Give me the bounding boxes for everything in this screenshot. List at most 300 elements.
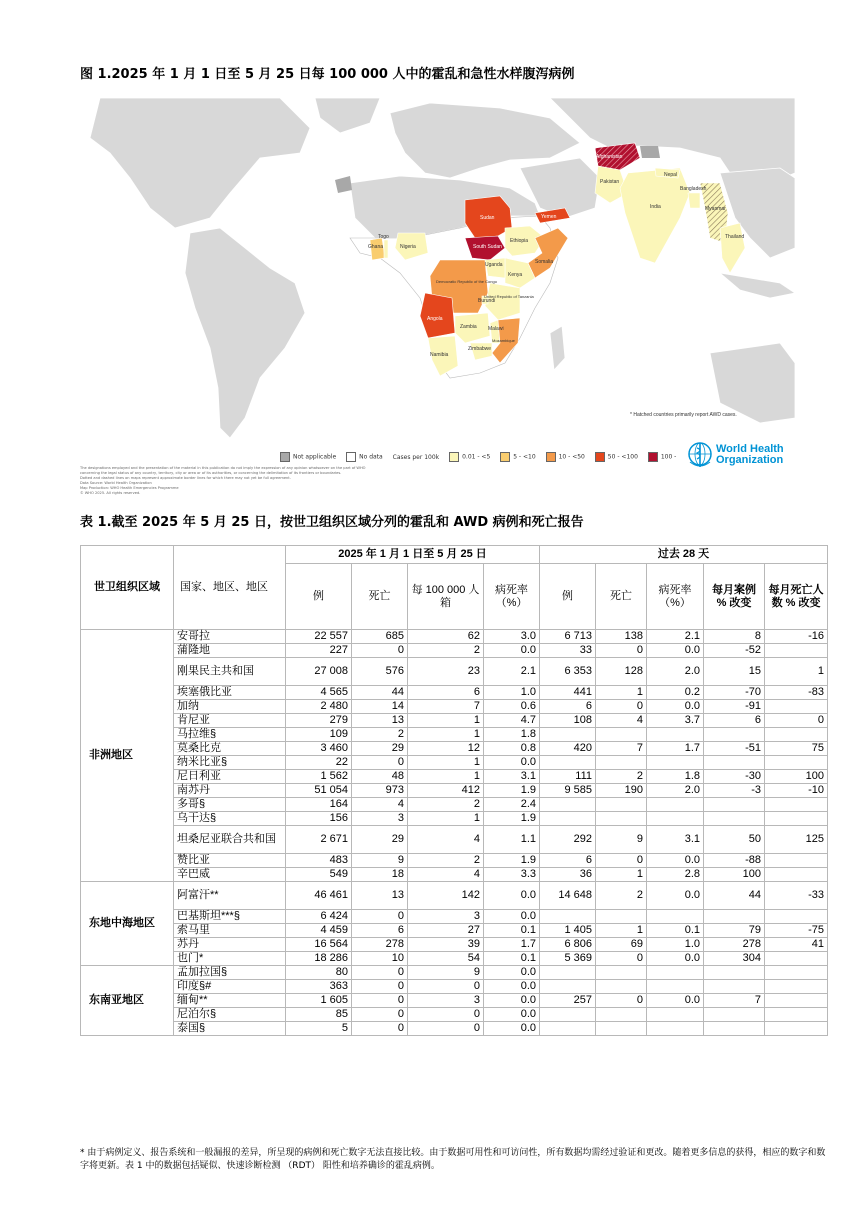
cell-cfr28: 3.1 xyxy=(647,826,704,854)
cell-cfr28: 1.8 xyxy=(647,770,704,784)
map-thailand xyxy=(720,223,745,273)
cell-deaths28: 1 xyxy=(596,686,647,700)
cell-deaths: 0 xyxy=(352,966,408,980)
cell-case-change: 7 xyxy=(704,994,765,1008)
cell-death-change: 75 xyxy=(765,742,828,756)
country-cell: 巴基斯坦***§ xyxy=(174,910,286,924)
cell-per100k: 2 xyxy=(408,854,484,868)
cell-per100k: 3 xyxy=(408,994,484,1008)
cell-cfr28: 2.1 xyxy=(647,630,704,644)
country-cell: 纳米比亚§ xyxy=(174,756,286,770)
table-row xyxy=(81,630,828,644)
country-cell: 埃塞俄比亚 xyxy=(174,686,286,700)
cell-case-change: -51 xyxy=(704,742,765,756)
cell-cfr: 2.4 xyxy=(484,798,540,812)
cell-cfr28: 0.0 xyxy=(647,644,704,658)
cell-cfr28: 3.7 xyxy=(647,714,704,728)
table-title: 表 1.截至 2025 年 5 月 25 日，按世卫组织区域分列的霍乱和 AWD 病例和死亡报告 xyxy=(80,515,584,530)
not-applicable-area xyxy=(335,176,352,193)
cell-case-change: -30 xyxy=(704,770,765,784)
map-label-togo: Togo xyxy=(378,234,389,240)
cell-per100k: 39 xyxy=(408,938,484,952)
cell-deaths28 xyxy=(596,1008,647,1022)
cell-cases: 164 xyxy=(286,798,352,812)
cell-case-change xyxy=(704,798,765,812)
cell-cfr: 2.1 xyxy=(484,658,540,686)
cell-deaths28: 0 xyxy=(596,644,647,658)
cell-cases28: 9 585 xyxy=(540,784,596,798)
cell-per100k: 1 xyxy=(408,728,484,742)
map-label-malawi: Malawi xyxy=(488,326,504,332)
cell-cfr: 1.0 xyxy=(484,686,540,700)
country-cell: 印度§# xyxy=(174,980,286,994)
cell-deaths28: 1 xyxy=(596,868,647,882)
cell-deaths28: 1 xyxy=(596,924,647,938)
cell-deaths: 685 xyxy=(352,630,408,644)
cell-deaths28: 69 xyxy=(596,938,647,952)
table-row xyxy=(81,798,828,812)
cell-cfr28 xyxy=(647,812,704,826)
cell-cases28 xyxy=(540,798,596,812)
cell-cases28 xyxy=(540,910,596,924)
cell-cfr: 0.0 xyxy=(484,910,540,924)
cell-cfr: 0.1 xyxy=(484,924,540,938)
legend-swatch xyxy=(500,452,510,462)
cell-deaths28 xyxy=(596,910,647,924)
cell-death-change xyxy=(765,812,828,826)
table-row xyxy=(81,868,828,882)
header-monthly-case-change: 每月案例 % 改变 xyxy=(704,564,765,630)
header-period2: 过去 28 天 xyxy=(540,546,828,564)
country-cell: 赞比亚 xyxy=(174,854,286,868)
table-footnote: * 由于病例定义、报告系统和一般漏报的差异，所呈现的病例和死亡数字无法直接比较。由于数据可用性和可访问性，所有数据均需经过验证和更改。随着更多信息的获得，相应的数字和数字将更新。表 1 中的数据包括疑似、快速诊断检测 （RDT） 阳性和培养确诊的霍乱病例。 xyxy=(80,1148,826,1171)
cell-deaths: 576 xyxy=(352,658,408,686)
map-label-pakistan: Pakistan xyxy=(600,179,620,185)
cell-per100k: 1 xyxy=(408,812,484,826)
map-label-kenya: Kenya xyxy=(508,272,523,278)
cell-deaths: 0 xyxy=(352,994,408,1008)
cell-cfr28: 0.0 xyxy=(647,994,704,1008)
header-region: 世卫组织区域 xyxy=(81,546,174,630)
table-row xyxy=(81,770,828,784)
cell-death-change: 125 xyxy=(765,826,828,854)
cell-cfr: 0.0 xyxy=(484,1022,540,1036)
map-label-bangladesh: Bangladesh xyxy=(680,186,707,192)
landmass-north-america xyxy=(90,98,310,228)
cell-deaths28 xyxy=(596,1022,647,1036)
cell-cases28: 108 xyxy=(540,714,596,728)
country-cell: 多哥§ xyxy=(174,798,286,812)
cholera-table xyxy=(80,545,828,1036)
country-cell: 缅甸** xyxy=(174,994,286,1008)
map-india xyxy=(620,168,690,263)
cell-cfr28: 1.0 xyxy=(647,938,704,952)
cell-cfr28: 1.7 xyxy=(647,742,704,756)
cell-cfr: 0.0 xyxy=(484,756,540,770)
table-row xyxy=(81,784,828,798)
cell-deaths28 xyxy=(596,966,647,980)
cell-per100k: 0 xyxy=(408,980,484,994)
cell-cases: 156 xyxy=(286,812,352,826)
cell-deaths: 44 xyxy=(352,686,408,700)
table-row xyxy=(81,952,828,966)
cell-deaths28 xyxy=(596,812,647,826)
cell-deaths28 xyxy=(596,756,647,770)
map-label-sudan: Sudan xyxy=(480,215,495,221)
table-row xyxy=(81,812,828,826)
cell-deaths: 18 xyxy=(352,868,408,882)
cell-cases28: 257 xyxy=(540,994,596,1008)
cell-deaths28: 0 xyxy=(596,700,647,714)
table-row xyxy=(81,756,828,770)
landmass-greenland xyxy=(315,98,380,133)
table-row xyxy=(81,644,828,658)
who-logo-text xyxy=(716,444,784,466)
cell-deaths: 278 xyxy=(352,938,408,952)
cell-case-change: 100 xyxy=(704,868,765,882)
country-cell: 孟加拉国§ xyxy=(174,966,286,980)
cell-cases: 549 xyxy=(286,868,352,882)
cell-death-change xyxy=(765,966,828,980)
cell-per100k: 23 xyxy=(408,658,484,686)
country-cell: 尼日利亚 xyxy=(174,770,286,784)
map-label-india: India xyxy=(650,204,661,210)
table-row xyxy=(81,826,828,854)
cell-deaths28: 0 xyxy=(596,854,647,868)
cell-death-change: 100 xyxy=(765,770,828,784)
cell-per100k: 0 xyxy=(408,1022,484,1036)
cell-death-change xyxy=(765,910,828,924)
map-label-afghanistan: Afghanistan xyxy=(596,154,623,160)
cell-cases: 2 480 xyxy=(286,700,352,714)
table-row xyxy=(81,994,828,1008)
table-row xyxy=(81,938,828,952)
cell-per100k: 3 xyxy=(408,910,484,924)
cell-deaths: 0 xyxy=(352,1008,408,1022)
cell-cfr: 3.1 xyxy=(484,770,540,784)
country-cell: 苏丹 xyxy=(174,938,286,952)
map-togo xyxy=(384,240,388,258)
country-cell: 尼泊尔§ xyxy=(174,1008,286,1022)
who-logo-line1: World Health xyxy=(716,443,784,455)
cell-death-change xyxy=(765,1022,828,1036)
map-label-tanzania: United Republic of Tanzania xyxy=(484,294,534,299)
cell-case-change xyxy=(704,812,765,826)
table-row xyxy=(81,658,828,686)
cell-cfr28 xyxy=(647,1022,704,1036)
cell-cases: 227 xyxy=(286,644,352,658)
header-cases: 例 xyxy=(286,564,352,630)
map-label-nepal: Nepal xyxy=(664,172,678,178)
cell-per100k: 0 xyxy=(408,1008,484,1022)
legend-swatch xyxy=(346,452,356,462)
country-cell: 乌干达§ xyxy=(174,812,286,826)
legend-swatch xyxy=(280,452,290,462)
map-label-namibia: Namibia xyxy=(430,352,449,358)
map-label-uganda: Uganda xyxy=(485,262,503,268)
header-cases-28d: 例 xyxy=(540,564,596,630)
cell-death-change xyxy=(765,1008,828,1022)
cell-cases: 85 xyxy=(286,1008,352,1022)
country-cell: 莫桑比克 xyxy=(174,742,286,756)
cell-case-change: 50 xyxy=(704,826,765,854)
country-cell: 也门* xyxy=(174,952,286,966)
cell-case-change: -3 xyxy=(704,784,765,798)
country-cell: 马拉维§ xyxy=(174,728,286,742)
cell-deaths: 13 xyxy=(352,882,408,910)
cell-deaths: 0 xyxy=(352,644,408,658)
country-cell: 泰国§ xyxy=(174,1022,286,1036)
country-cell: 加纳 xyxy=(174,700,286,714)
cell-cfr28: 0.0 xyxy=(647,700,704,714)
landmass-indonesia xyxy=(720,273,795,298)
cell-case-change: 44 xyxy=(704,882,765,910)
cell-cases28: 420 xyxy=(540,742,596,756)
legend-bin: 10 - <50 xyxy=(546,452,585,462)
cell-per100k: 2 xyxy=(408,798,484,812)
cell-cases28 xyxy=(540,756,596,770)
cell-cases28: 6 xyxy=(540,854,596,868)
cell-per100k: 4 xyxy=(408,826,484,854)
legend-bin: 50 - <100 xyxy=(595,452,638,462)
landmass-madagascar xyxy=(550,326,565,370)
country-cell: 肯尼亚 xyxy=(174,714,286,728)
cell-cases: 3 460 xyxy=(286,742,352,756)
legend-bin: 0.01 - <5 xyxy=(449,452,490,462)
cell-cfr28: 0.1 xyxy=(647,924,704,938)
cell-case-change: 8 xyxy=(704,630,765,644)
cell-deaths: 10 xyxy=(352,952,408,966)
cell-cases28 xyxy=(540,1022,596,1036)
cell-cases28: 292 xyxy=(540,826,596,854)
cell-cases: 4 459 xyxy=(286,924,352,938)
cell-case-change: 79 xyxy=(704,924,765,938)
legend-bin: 100 - xyxy=(648,452,677,462)
cell-cases: 6 424 xyxy=(286,910,352,924)
cell-cfr28 xyxy=(647,1008,704,1022)
cell-per100k: 1 xyxy=(408,714,484,728)
map-label-south-sudan: South Sudan xyxy=(473,244,502,250)
cell-per100k: 12 xyxy=(408,742,484,756)
cell-case-change: 6 xyxy=(704,714,765,728)
cell-deaths: 0 xyxy=(352,980,408,994)
cell-cfr28: 0.0 xyxy=(647,952,704,966)
cell-deaths: 0 xyxy=(352,1022,408,1036)
cell-cfr28: 2.8 xyxy=(647,868,704,882)
cell-death-change: -33 xyxy=(765,882,828,910)
table-row xyxy=(81,1008,828,1022)
cell-cases: 483 xyxy=(286,854,352,868)
legend-swatch xyxy=(449,452,459,462)
cell-deaths28: 2 xyxy=(596,882,647,910)
map-label-zambia: Zambia xyxy=(460,324,477,330)
cell-case-change: 278 xyxy=(704,938,765,952)
header-cfr: 病死率（%） xyxy=(484,564,540,630)
map-label-thailand: Thailand xyxy=(725,234,745,240)
cell-cfr: 3.0 xyxy=(484,630,540,644)
cell-death-change xyxy=(765,868,828,882)
cell-cfr28 xyxy=(647,966,704,980)
cell-deaths: 2 xyxy=(352,728,408,742)
cell-cases28: 33 xyxy=(540,644,596,658)
map-label-yemen: Yemen xyxy=(541,214,557,220)
cell-cfr28: 0.0 xyxy=(647,854,704,868)
cell-cases: 109 xyxy=(286,728,352,742)
cell-per100k: 9 xyxy=(408,966,484,980)
cell-deaths: 4 xyxy=(352,798,408,812)
map-label-ethiopia: Ethiopia xyxy=(510,238,529,244)
cell-cfr: 0.0 xyxy=(484,966,540,980)
who-logo-line2: Organization xyxy=(716,454,784,466)
cell-cases28 xyxy=(540,966,596,980)
cell-cfr28: 0.2 xyxy=(647,686,704,700)
cell-cases: 51 054 xyxy=(286,784,352,798)
cell-per100k: 1 xyxy=(408,756,484,770)
cell-cases: 22 xyxy=(286,756,352,770)
who-logo xyxy=(686,440,801,472)
cell-cases28: 5 369 xyxy=(540,952,596,966)
cell-deaths: 0 xyxy=(352,756,408,770)
cell-cfr: 0.8 xyxy=(484,742,540,756)
map-label-burundi: Burundi xyxy=(478,298,496,304)
cell-cases28: 6 353 xyxy=(540,658,596,686)
cell-death-change: 0 xyxy=(765,714,828,728)
cell-cases: 279 xyxy=(286,714,352,728)
cell-cfr: 0.0 xyxy=(484,882,540,910)
map-label-ghana: Ghana xyxy=(368,244,384,250)
cell-case-change: -88 xyxy=(704,854,765,868)
cell-cfr28 xyxy=(647,980,704,994)
cell-per100k: 62 xyxy=(408,630,484,644)
header-deaths: 死亡 xyxy=(352,564,408,630)
cell-cases: 80 xyxy=(286,966,352,980)
legend-swatch xyxy=(595,452,605,462)
cell-cases28: 6 713 xyxy=(540,630,596,644)
map-uganda xyxy=(485,258,505,278)
cell-deaths: 29 xyxy=(352,826,408,854)
cell-cases: 1 605 xyxy=(286,994,352,1008)
cell-per100k: 142 xyxy=(408,882,484,910)
cell-case-change: 304 xyxy=(704,952,765,966)
cell-deaths: 13 xyxy=(352,714,408,728)
cell-cfr: 0.0 xyxy=(484,994,540,1008)
cell-case-change xyxy=(704,1022,765,1036)
cell-cfr28 xyxy=(647,910,704,924)
disclaimer-line: Map Production: WHO Health Emergencies Programme xyxy=(80,486,179,490)
cell-cases: 27 008 xyxy=(286,658,352,686)
cell-deaths: 9 xyxy=(352,854,408,868)
cell-death-change xyxy=(765,728,828,742)
cell-cfr28: 2.0 xyxy=(647,784,704,798)
legend-bin: 5 - <10 xyxy=(500,452,535,462)
landmass-australia xyxy=(710,343,795,423)
map-label-myanmar: Myanmar xyxy=(705,206,726,212)
map-legend xyxy=(280,452,684,462)
cell-case-change xyxy=(704,910,765,924)
cell-cases28: 1 405 xyxy=(540,924,596,938)
header-period1: 2025 年 1 月 1 日至 5 月 25 日 xyxy=(286,546,540,564)
map-label-drc: Democratic Republic of the Congo xyxy=(436,279,497,284)
cell-per100k: 412 xyxy=(408,784,484,798)
table-row xyxy=(81,714,828,728)
cell-deaths28: 2 xyxy=(596,770,647,784)
cell-deaths: 3 xyxy=(352,812,408,826)
table-row xyxy=(81,966,828,980)
cell-cases28 xyxy=(540,980,596,994)
cell-cfr28 xyxy=(647,756,704,770)
cell-cases28: 6 806 xyxy=(540,938,596,952)
header-per100k: 每 100 000 人箱 xyxy=(408,564,484,630)
cell-per100k: 7 xyxy=(408,700,484,714)
cell-cases: 46 461 xyxy=(286,882,352,910)
cell-cases28: 6 xyxy=(540,700,596,714)
cell-cases28: 36 xyxy=(540,868,596,882)
cell-cases28: 441 xyxy=(540,686,596,700)
cell-cases: 363 xyxy=(286,980,352,994)
cell-death-change xyxy=(765,644,828,658)
cell-cases: 18 286 xyxy=(286,952,352,966)
cell-deaths28 xyxy=(596,798,647,812)
cell-deaths: 29 xyxy=(352,742,408,756)
cell-per100k: 4 xyxy=(408,868,484,882)
cell-death-change xyxy=(765,994,828,1008)
cell-deaths: 973 xyxy=(352,784,408,798)
cell-cases: 16 564 xyxy=(286,938,352,952)
figure-title: 图 1.2025 年 1 月 1 日至 5 月 25 日每 100 000 人中的霍乱和急性水样腹泻病例 xyxy=(80,67,575,82)
cell-cfr: 0.0 xyxy=(484,644,540,658)
country-cell: 坦桑尼亚联合共和国 xyxy=(174,826,286,854)
cell-case-change: -91 xyxy=(704,700,765,714)
cell-cases: 2 671 xyxy=(286,826,352,854)
cell-cfr: 1.8 xyxy=(484,728,540,742)
cell-case-change: 15 xyxy=(704,658,765,686)
legend-swatch xyxy=(648,452,658,462)
cell-deaths28: 0 xyxy=(596,994,647,1008)
cell-case-change xyxy=(704,980,765,994)
region-cell: 非洲地区 xyxy=(81,630,174,882)
not-applicable-area xyxy=(640,146,660,158)
cell-cfr: 0.0 xyxy=(484,1008,540,1022)
landmass-south-america xyxy=(185,228,305,438)
map-label-somalia: Somalia xyxy=(535,259,554,265)
map-note: * Hatched countries primarily report AWD cases. xyxy=(630,412,737,418)
cell-deaths: 0 xyxy=(352,910,408,924)
map-label-nigeria: Nigeria xyxy=(400,244,416,250)
cell-cases28: 111 xyxy=(540,770,596,784)
cell-case-change xyxy=(704,756,765,770)
country-cell: 南苏丹 xyxy=(174,784,286,798)
cell-deaths28: 128 xyxy=(596,658,647,686)
cell-cfr: 1.7 xyxy=(484,938,540,952)
disclaimer-line: The designations employed and the presentation of the material in this publication do not imply the expression of any opinion whatsoever on the part of WHO xyxy=(80,466,366,470)
table-row xyxy=(81,924,828,938)
cell-cfr: 0.0 xyxy=(484,980,540,994)
country-cell: 阿富汗** xyxy=(174,882,286,910)
table-row xyxy=(81,980,828,994)
cell-cases28: 14 648 xyxy=(540,882,596,910)
cell-death-change xyxy=(765,952,828,966)
cell-deaths28: 0 xyxy=(596,952,647,966)
header-monthly-death-change: 每月死亡人数 % 改变 xyxy=(765,564,828,630)
cell-cfr: 0.6 xyxy=(484,700,540,714)
cell-cases: 5 xyxy=(286,1022,352,1036)
table-header-row xyxy=(81,546,828,564)
cell-death-change: -83 xyxy=(765,686,828,700)
table-row xyxy=(81,742,828,756)
cell-case-change: -70 xyxy=(704,686,765,700)
cell-death-change xyxy=(765,798,828,812)
header-country: 国家、地区、地区 xyxy=(174,546,286,630)
